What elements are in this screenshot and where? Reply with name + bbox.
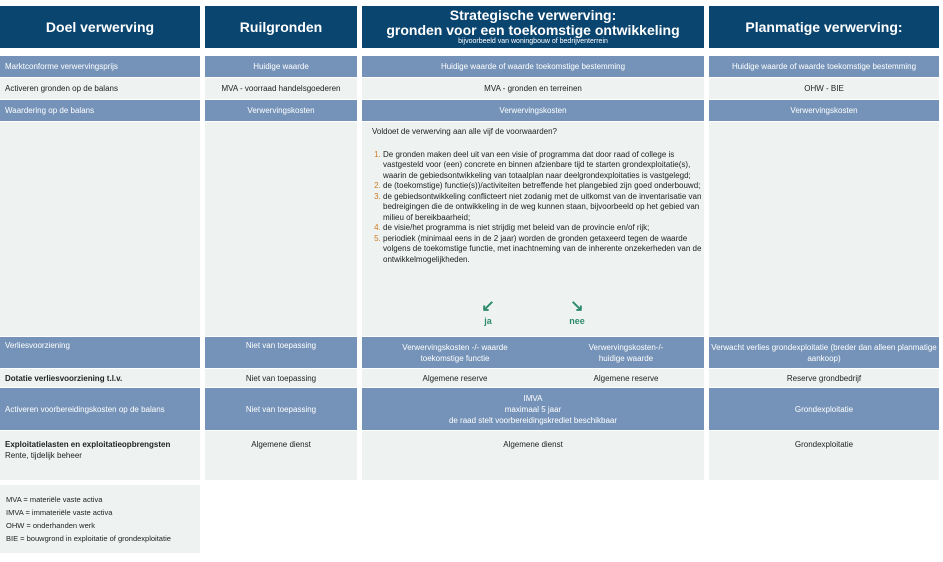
condition-item: 3. de gebiedsontwikkeling conflicteert niet zodanig met de uitkomst van de inventarisatie van bedreigingen die de ontwikkeling in de weg kunnen staan, bijvoorbeeld op het gebied van milieu of bereikbaarheid;: [383, 192, 702, 224]
legend-item: MVA = materiële vaste activa: [6, 495, 103, 504]
no-branch: [562, 296, 592, 326]
condition-item: 2. de (toekomstige) functie(s))/activiteiten betreffende het plangebied zijn goed onderbouwd;: [383, 181, 702, 192]
arrow-down-right-icon: ↘: [570, 298, 584, 315]
legend-item: OHW = onderhanden werk: [6, 521, 96, 530]
row-label: Marktconforme verwervingsprijs: [0, 56, 200, 77]
cell: Grondexploitatie: [709, 431, 939, 480]
cell-line: maximaal 5 jaar: [504, 404, 562, 414]
cell-empty: [0, 122, 200, 336]
cell: Verwervingskosten: [709, 100, 939, 121]
condition-item: 5. periodiek (minimaal eens in de 2 jaar) worden de gronden getaxeerd tegen de waarde volgens de toekomstige functie, met inachtneming van de inherente onzekerheden van de ontwikkelmogelijkheden.: [383, 234, 702, 266]
row-label: Waardering op de balans: [0, 100, 200, 121]
cell-nee: Verwervingskosten-/- huidige waarde: [588, 342, 664, 363]
cell: Niet van toepassing: [205, 337, 357, 368]
header-planmatig: Planmatige verwerving:: [709, 6, 939, 48]
cell: MVA - gronden en terreinen: [362, 78, 704, 99]
cell-split: [362, 337, 704, 368]
cell: Verwacht verlies grondexploitatie (breder dan alleen planmatige aankoop): [709, 337, 939, 368]
condition-item: 1. De gronden maken deel uit van een visie of programma dat door raad of college is vastgesteld voor (een) concrete en binnen afzienbare tijd te starten grondexploitatie(s), waarin de gebiedsontwikkeling van totaalplan naar deelgrondexploitaties is vastgelegd;: [383, 150, 702, 182]
no-label: nee: [569, 316, 585, 326]
conditions-question: Voldoet de verwerving aan alle vijf de voorwaarden?: [372, 127, 558, 136]
header-ruilgronden: Ruilgronden: [205, 6, 357, 48]
cell: Niet van toepassing: [205, 388, 357, 430]
conditions: [372, 127, 702, 265]
cell: Reserve grondbedrijf: [709, 369, 939, 387]
row-label-sub: Rente, tijdelijk beheer: [5, 451, 82, 460]
cell: Algemene dienst: [205, 431, 357, 480]
cell: Huidige waarde of waarde toekomstige bestemming: [362, 56, 704, 77]
header-strategisch: [362, 6, 704, 48]
conditions-list: [372, 150, 702, 266]
row-label: Activeren gronden op de balans: [0, 78, 200, 99]
cell: Grondexploitatie: [709, 388, 939, 430]
cell: [362, 388, 704, 430]
header-subtitle: gronden voor een toekomstige ontwikkeling: [386, 22, 680, 38]
legend: [0, 485, 200, 553]
row-label: Dotatie verliesvoorziening t.l.v.: [0, 369, 200, 387]
cell-line: IMVA: [523, 393, 543, 403]
legend-item: IMVA = immateriële vaste activa: [6, 508, 113, 517]
cell-nee: Algemene reserve: [593, 373, 659, 383]
cell: Verwervingskosten: [205, 100, 357, 121]
cell: Algemene dienst: [362, 431, 704, 480]
header-title: Strategische verwerving:: [449, 7, 617, 23]
yes-branch: [478, 296, 498, 326]
cell-ja: Verwervingskosten -/- waarde toekomstige functie: [402, 342, 508, 363]
cell-empty: [709, 122, 939, 336]
condition-item: 4. de visie/het programma is niet strijdig met beleid van de provincie en/of rijk;: [383, 223, 702, 234]
cell-ja: Algemene reserve: [422, 373, 488, 383]
legend-item: BIE = bouwgrond in exploitatie of grondexploitatie: [6, 534, 171, 543]
cell: Huidige waarde: [205, 56, 357, 77]
header-note: bijvoorbeeld van woningbouw of bedrijventerrein: [458, 38, 608, 45]
cell: Verwervingskosten: [362, 100, 704, 121]
cell-line: de raad stelt voorbereidingskrediet beschikbaar: [448, 415, 618, 425]
cell-empty: [205, 122, 357, 336]
yes-label: ja: [484, 316, 492, 326]
row-label-main: Exploitatielasten en exploitatieopbrengsten: [5, 440, 171, 449]
cell-split: [362, 369, 704, 387]
row-label: [0, 431, 200, 480]
header-doel: Doel verwerving: [0, 6, 200, 48]
arrow-down-left-icon: ↙: [481, 298, 495, 315]
row-label: Verliesvoorziening: [0, 337, 200, 368]
row-label: Activeren voorbereidingskosten op de balans: [0, 388, 200, 430]
cell: Huidige waarde of waarde toekomstige bestemming: [709, 56, 939, 77]
cell: MVA - voorraad handelsgoederen: [205, 78, 357, 99]
cell: Niet van toepassing: [205, 369, 357, 387]
cell: OHW - BIE: [709, 78, 939, 99]
